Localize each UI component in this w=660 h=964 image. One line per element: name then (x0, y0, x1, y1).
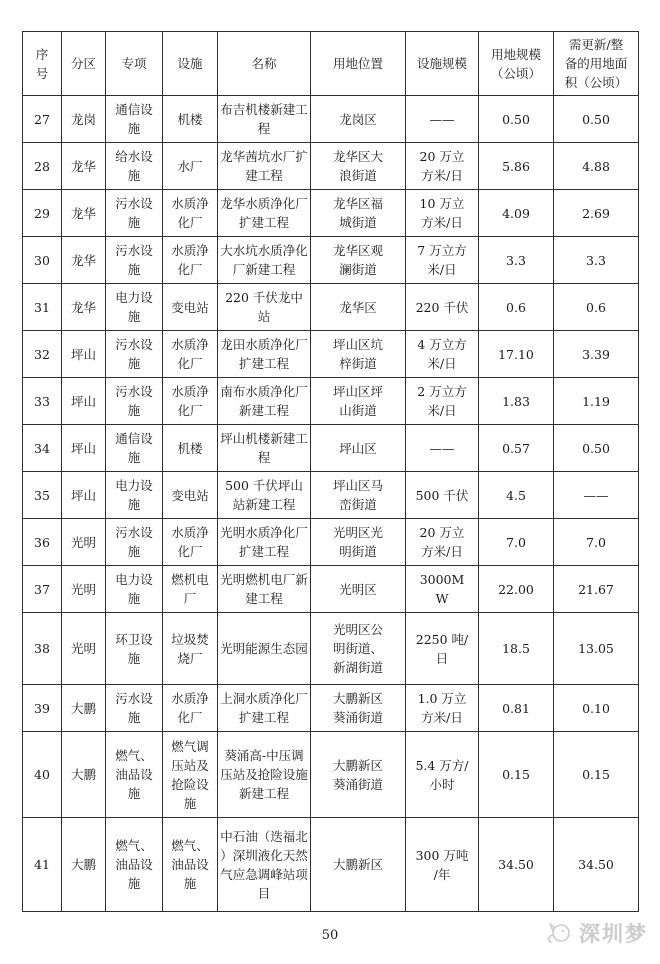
table-cell: 光明区公明街道、新湖街道 (311, 613, 406, 685)
table-cell: 3.3 (554, 237, 639, 284)
table-cell: 光明区 (311, 566, 406, 613)
table-cell: 电力设施 (106, 284, 163, 331)
table-cell: —— (406, 425, 479, 472)
table-cell: 27 (23, 96, 62, 143)
table-row (23, 96, 639, 143)
table-cell: 龙华水质净化厂扩建工程 (218, 190, 311, 237)
table-cell: 大鹏新区葵涌街道 (311, 732, 406, 818)
table-cell: 污水设施 (106, 378, 163, 425)
table-row (23, 331, 639, 378)
table-cell: 南布水质净化厂新建工程 (218, 378, 311, 425)
table-row (23, 237, 639, 284)
table-header (23, 32, 639, 96)
table-cell: 5.86 (479, 143, 554, 190)
table-cell: 17.10 (479, 331, 554, 378)
table-cell: 7 万立方米/日 (406, 237, 479, 284)
table-cell: 2250 吨/日 (406, 613, 479, 685)
table-cell: 龙华茜坑水厂扩建工程 (218, 143, 311, 190)
table-cell: 坪山 (62, 425, 106, 472)
table-cell: 500 千伏坪山站新建工程 (218, 472, 311, 519)
table-cell: 坪山区坑梓街道 (311, 331, 406, 378)
table-cell: 水质净化厂 (163, 237, 218, 284)
table-cell: 坪山区 (311, 425, 406, 472)
table-cell: 水质净化厂 (163, 685, 218, 732)
col-header-name: 名称 (218, 32, 311, 96)
table-cell: 4.5 (479, 472, 554, 519)
table-cell: 0.10 (554, 685, 639, 732)
table-cell: 0.57 (479, 425, 554, 472)
table-cell: 燃气调压站及抢险设施 (163, 732, 218, 818)
table-cell: 坪山 (62, 472, 106, 519)
table-cell: 41 (23, 818, 62, 912)
table-cell: 龙华 (62, 237, 106, 284)
table-cell: 大鹏 (62, 818, 106, 912)
table-cell: 10 万立方米/日 (406, 190, 479, 237)
table-cell: 大鹏 (62, 732, 106, 818)
table-cell: 220 千伏龙中站 (218, 284, 311, 331)
table-cell: —— (406, 96, 479, 143)
table-cell: 18.5 (479, 613, 554, 685)
table-cell: 31 (23, 284, 62, 331)
table-cell: 机楼 (163, 96, 218, 143)
table-cell: 2 万立方米/日 (406, 378, 479, 425)
table-cell: 300 万吨/年 (406, 818, 479, 912)
table-cell: 坪山 (62, 378, 106, 425)
table-cell: 通信设施 (106, 425, 163, 472)
table-cell: 4.88 (554, 143, 639, 190)
table-cell: 0.50 (479, 96, 554, 143)
table-cell: 光明区光明街道 (311, 519, 406, 566)
table-cell: 22.00 (479, 566, 554, 613)
table-cell: 39 (23, 685, 62, 732)
table-cell: 0.15 (479, 732, 554, 818)
table-cell: 龙岗 (62, 96, 106, 143)
table-cell: 水质净化厂 (163, 331, 218, 378)
table-cell: 污水设施 (106, 685, 163, 732)
mascot-logo-icon (544, 921, 574, 945)
table-cell: 水厂 (163, 143, 218, 190)
table-cell: 污水设施 (106, 519, 163, 566)
table-cell: 光明 (62, 613, 106, 685)
table-cell: 4.09 (479, 190, 554, 237)
table-cell: 7.0 (479, 519, 554, 566)
table-cell: 水质净化厂 (163, 378, 218, 425)
table-cell: 燃机电厂 (163, 566, 218, 613)
table-cell: 坪山区坪山街道 (311, 378, 406, 425)
table-body (23, 96, 639, 912)
table-cell: 坪山区马峦街道 (311, 472, 406, 519)
table-cell: 电力设施 (106, 566, 163, 613)
table-cell: 28 (23, 143, 62, 190)
table-cell: 变电站 (163, 472, 218, 519)
table-cell: 龙华区 (311, 284, 406, 331)
table-cell: 4 万立方米/日 (406, 331, 479, 378)
page-number: 50 (321, 928, 339, 943)
table-cell: 光明燃机电厂新建工程 (218, 566, 311, 613)
table-cell: 13.05 (554, 613, 639, 685)
table-cell: 35 (23, 472, 62, 519)
table-cell: 34 (23, 425, 62, 472)
table-cell: 布吉机楼新建工程 (218, 96, 311, 143)
table-cell: 1.19 (554, 378, 639, 425)
col-header-facility: 设施 (163, 32, 218, 96)
table-row (23, 685, 639, 732)
table-row (23, 519, 639, 566)
table-cell: 燃气、油品设施 (106, 818, 163, 912)
table-cell: 坪山 (62, 331, 106, 378)
table-row (23, 613, 639, 685)
table-cell: 220 千伏 (406, 284, 479, 331)
col-header-renewal-area: 需更新/整备的用地面积（公顷） (554, 32, 639, 96)
table-cell: 电力设施 (106, 472, 163, 519)
table-cell: 中石油（迭福北）深圳液化天然气应急调峰站项目 (218, 818, 311, 912)
table-cell: 燃气、油品设施 (163, 818, 218, 912)
table-cell: 光明 (62, 519, 106, 566)
table-cell: 大鹏 (62, 685, 106, 732)
table-cell: 37 (23, 566, 62, 613)
table-cell: 30 (23, 237, 62, 284)
table-cell: 给水设施 (106, 143, 163, 190)
table-row (23, 284, 639, 331)
table-cell: 36 (23, 519, 62, 566)
table-row (23, 732, 639, 818)
table-cell: 光明 (62, 566, 106, 613)
table-cell: 龙华 (62, 190, 106, 237)
table-cell: 20 万立方米/日 (406, 143, 479, 190)
table-cell: 38 (23, 613, 62, 685)
table-cell: 通信设施 (106, 96, 163, 143)
table-row (23, 143, 639, 190)
col-header-location: 用地位置 (311, 32, 406, 96)
table-cell: 34.50 (554, 818, 639, 912)
table-cell: 上洞水质净化厂扩建工程 (218, 685, 311, 732)
table-cell: 龙华 (62, 284, 106, 331)
header-row (23, 32, 639, 96)
table-cell: 21.67 (554, 566, 639, 613)
table-cell: 光明能源生态园 (218, 613, 311, 685)
table-cell: 34.50 (479, 818, 554, 912)
table-cell: 2.69 (554, 190, 639, 237)
table-cell: 29 (23, 190, 62, 237)
table-row (23, 425, 639, 472)
table-cell: 龙华区大浪街道 (311, 143, 406, 190)
table-cell: 污水设施 (106, 190, 163, 237)
table-row (23, 378, 639, 425)
table-cell: 燃气、油品设施 (106, 732, 163, 818)
table-cell: 垃圾焚烧厂 (163, 613, 218, 685)
watermark-text: 深圳梦 (579, 921, 648, 946)
table-cell: 大鹏新区 (311, 818, 406, 912)
table-cell: 7.0 (554, 519, 639, 566)
table-cell: 坪山机楼新建工程 (218, 425, 311, 472)
table-cell: 污水设施 (106, 237, 163, 284)
table-cell: 40 (23, 732, 62, 818)
table-cell: 大水坑水质净化厂新建工程 (218, 237, 311, 284)
table-cell: 龙华区观澜街道 (311, 237, 406, 284)
table-cell: 变电站 (163, 284, 218, 331)
col-header-index: 序号 (23, 32, 62, 96)
table-cell: 0.50 (554, 425, 639, 472)
table-cell: 机楼 (163, 425, 218, 472)
table-cell: 500 千伏 (406, 472, 479, 519)
table-cell: 3000MW (406, 566, 479, 613)
table-cell: —— (554, 472, 639, 519)
table-cell: 5.4 万方/小时 (406, 732, 479, 818)
table-cell: 3.39 (554, 331, 639, 378)
table-row (23, 818, 639, 912)
table-cell: 20 万立方米/日 (406, 519, 479, 566)
table-cell: 1.83 (479, 378, 554, 425)
col-header-category: 专项 (106, 32, 163, 96)
table-cell: 33 (23, 378, 62, 425)
table-cell: 葵涌高-中压调压站及抢险设施新建工程 (218, 732, 311, 818)
table-cell: 0.6 (479, 284, 554, 331)
table-cell: 大鹏新区葵涌街道 (311, 685, 406, 732)
table-cell: 32 (23, 331, 62, 378)
table-cell: 0.50 (554, 96, 639, 143)
table-row (23, 190, 639, 237)
table-cell: 环卫设施 (106, 613, 163, 685)
table-cell: 0.81 (479, 685, 554, 732)
table-cell: 水质净化厂 (163, 519, 218, 566)
col-header-scale: 设施规模 (406, 32, 479, 96)
table-cell: 1.0 万立方米/日 (406, 685, 479, 732)
table-cell: 0.15 (554, 732, 639, 818)
table-cell: 龙田水质净化厂扩建工程 (218, 331, 311, 378)
col-header-land-area: 用地规模（公顷） (479, 32, 554, 96)
watermark (544, 918, 648, 948)
table-cell: 0.6 (554, 284, 639, 331)
table-cell: 水质净化厂 (163, 190, 218, 237)
table-cell: 龙华区福城街道 (311, 190, 406, 237)
facility-table (22, 31, 639, 912)
col-header-district: 分区 (62, 32, 106, 96)
table-cell: 光明水质净化厂扩建工程 (218, 519, 311, 566)
table-cell: 污水设施 (106, 331, 163, 378)
table-cell: 龙华 (62, 143, 106, 190)
table-cell: 3.3 (479, 237, 554, 284)
table-cell: 龙岗区 (311, 96, 406, 143)
table-row (23, 472, 639, 519)
table-row (23, 566, 639, 613)
